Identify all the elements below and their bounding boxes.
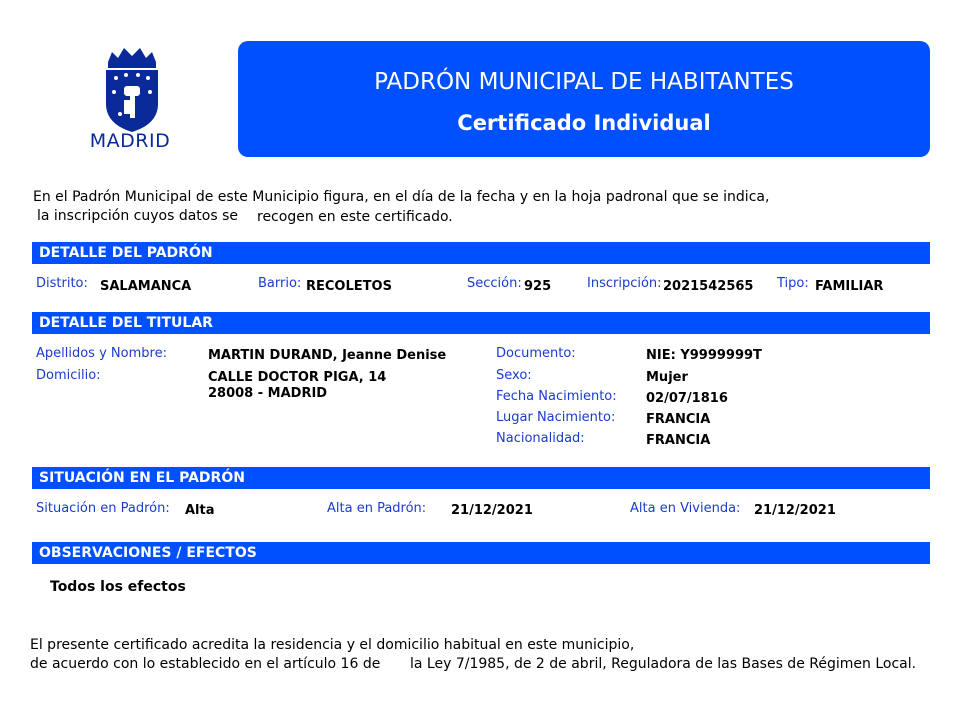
inscripcion-value: 2021542565 <box>663 279 754 294</box>
sexo-label: Sexo: <box>496 368 532 383</box>
alta-vivienda-label: Alta en Vivienda: <box>630 501 741 516</box>
footer-line-1: El presente certificado acredita la residencia y el domicilio habitual en este municipio, <box>30 637 635 653</box>
section-detalle-titular: DETALLE DEL TITULAR <box>32 312 930 334</box>
nombre-label: Apellidos y Nombre: <box>36 346 167 361</box>
domicilio-line-1: CALLE DOCTOR PIGA, 14 <box>208 370 387 385</box>
domicilio-line-2: 28008 - MADRID <box>208 386 328 401</box>
documento-label: Documento: <box>496 346 576 361</box>
section-detalle-padron: DETALLE DEL PADRÓN <box>32 242 930 264</box>
tipo-label: Tipo: <box>777 276 809 291</box>
intro-line-2a: la inscripción cuyos datos se <box>37 208 239 224</box>
distrito-value: SALAMANCA <box>100 279 192 294</box>
lugar-nacimiento-label: Lugar Nacimiento: <box>496 410 616 425</box>
lugar-nacimiento-value: FRANCIA <box>646 412 711 427</box>
footer-line-2a: de acuerdo con lo establecido en el artículo 16 de <box>30 656 381 672</box>
observaciones-text: Todos los efectos <box>50 579 186 595</box>
section-observaciones: OBSERVACIONES / EFECTOS <box>32 542 930 564</box>
documento-value: NIE: Y9999999T <box>646 348 762 363</box>
nombre-value: MARTIN DURAND, Jeanne Denise <box>208 348 447 363</box>
seccion-value: 925 <box>524 279 552 294</box>
alta-padron-label: Alta en Padrón: <box>327 501 427 516</box>
barrio-value: RECOLETOS <box>306 279 392 294</box>
fecha-nacimiento-value: 02/07/1816 <box>646 391 728 406</box>
footer-line-2b: la Ley 7/1985, de 2 de abril, Reguladora de las Bases de Régimen Local. <box>410 656 917 672</box>
situacion-label: Situación en Padrón: <box>36 501 170 516</box>
alta-vivienda-value: 21/12/2021 <box>754 503 836 518</box>
intro-line-2b: recogen en este certificado. <box>257 209 453 225</box>
intro-line-1: En el Padrón Municipal de este Municipio figura, en el día de la fecha y en la hoja padronal que se indica, <box>33 189 770 205</box>
sexo-value: Mujer <box>646 370 688 385</box>
nacionalidad-label: Nacionalidad: <box>496 431 585 446</box>
alta-padron-value: 21/12/2021 <box>451 503 533 518</box>
nacionalidad-value: FRANCIA <box>646 433 711 448</box>
tipo-value: FAMILIAR <box>815 279 884 294</box>
situacion-value: Alta <box>185 503 215 518</box>
section-situacion-padron: SITUACIÓN EN EL PADRÓN <box>32 467 930 489</box>
city-name: MADRID <box>89 130 171 152</box>
seccion-label: Sección: <box>467 276 522 291</box>
fecha-nacimiento-label: Fecha Nacimiento: <box>496 389 617 404</box>
page-subtitle: Certificado Individual <box>457 111 711 135</box>
inscripcion-label: Inscripción: <box>587 276 662 291</box>
barrio-label: Barrio: <box>258 276 302 291</box>
header-banner <box>238 41 930 157</box>
domicilio-label: Domicilio: <box>36 368 101 383</box>
page-title: PADRÓN MUNICIPAL DE HABITANTES <box>374 69 794 95</box>
distrito-label: Distrito: <box>36 276 88 291</box>
